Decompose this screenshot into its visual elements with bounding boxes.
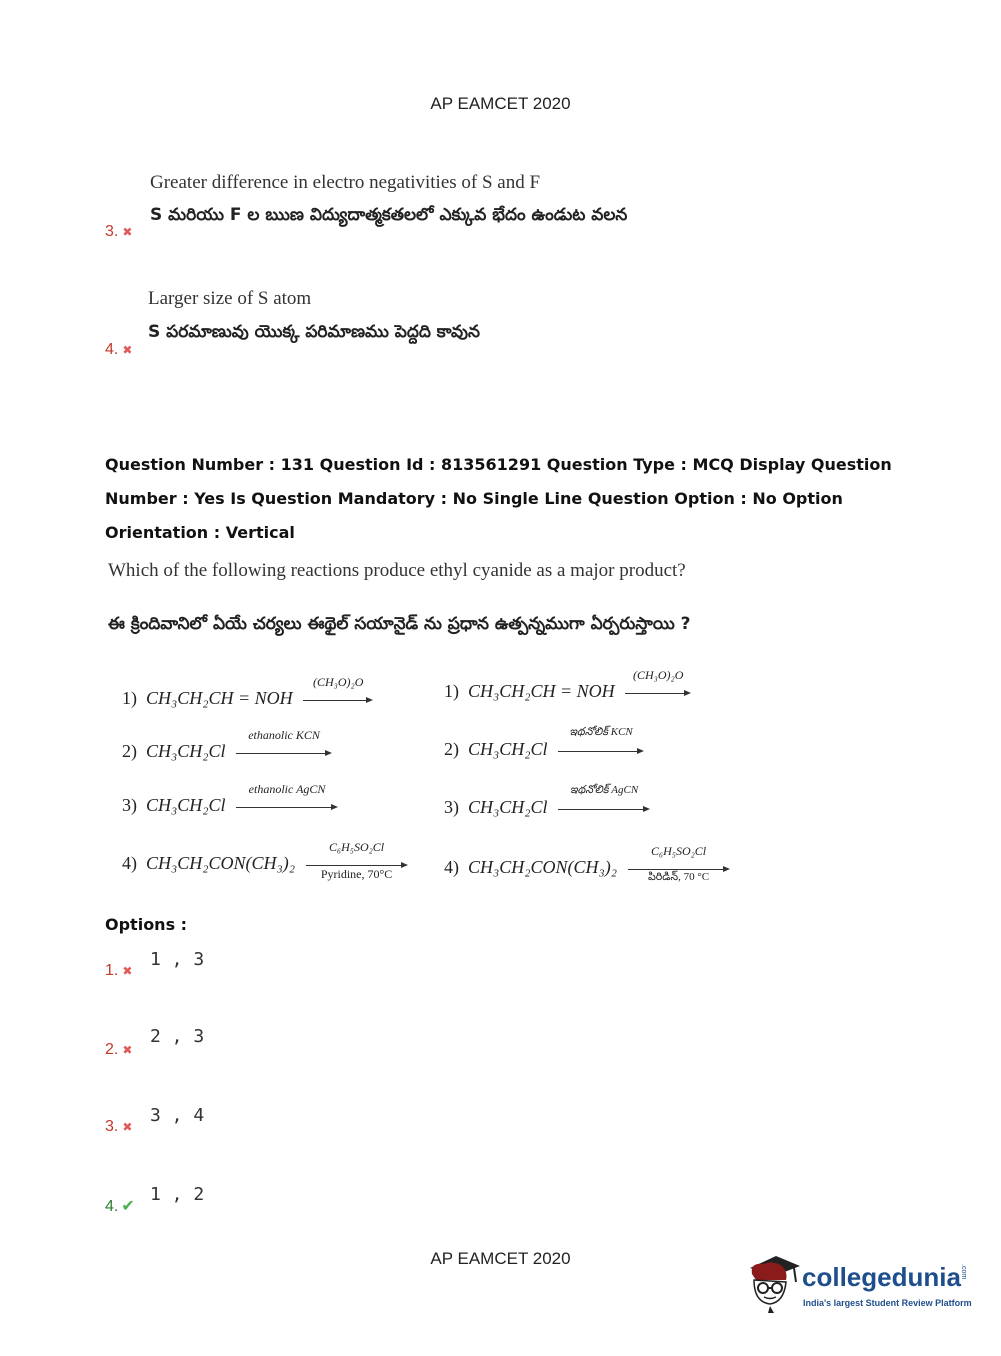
reaction-reagent: ethanolic KCN [248,727,320,742]
option-2[interactable] [105,1039,132,1059]
prev-option-3-number: 3. [105,223,119,240]
reaction-en-3 [122,781,338,816]
cross-icon: ✖ [122,964,133,978]
reaction-number: 2) [122,741,137,761]
cross-icon: ✖ [122,1120,133,1134]
reaction-arrow [306,839,408,881]
reaction-arrow [558,725,644,757]
reaction-number: 3) [444,797,459,817]
page-footer: AP EAMCET 2020 [430,1249,571,1268]
prev-option-4-marker [105,339,132,359]
reaction-reactant: CH₃CH₂CON(CH₃)₂ [146,853,296,873]
logo-name: collegedunia [802,1262,961,1292]
option-1[interactable] [105,960,132,980]
prev-option-4-number: 4. [105,341,119,358]
reaction-reactant: CH₃CH₂Cl [468,797,548,817]
collegedunia-logo [742,1250,972,1320]
option-3[interactable] [105,1116,132,1136]
reaction-number: 4) [122,853,137,873]
option-number: 1. [105,962,119,979]
option-4[interactable] [105,1196,135,1216]
options-label: Options : [105,915,188,934]
option-3-value: 3 , 4 [150,1105,205,1126]
logo-suffix: .com [960,1264,967,1280]
reaction-arrow [236,781,338,813]
reaction-reactant: CH₃CH₂Cl [146,741,226,761]
check-icon: ✔ [121,1196,135,1215]
logo-wordmark [802,1262,961,1293]
reaction-arrow [303,674,373,706]
option-1-value: 1 , 3 [150,949,205,970]
question-meta-line-2: Number : Yes Is Question Mandatory : No Single Line Question Option : No Option [105,489,843,508]
reaction-reagent: ethanolic AgCN [248,781,326,796]
reaction-reactant: CH₃CH₂Cl [468,739,548,759]
reaction-reactant: CH₃CH₂CH = NOH [146,688,293,708]
reaction-arrow [628,843,730,883]
prev-option-4-telugu: S పరమాణువు యొక్క పరిమాణము పెద్దది కావున [148,322,480,342]
reaction-number: 1) [122,688,137,708]
reaction-te-1 [444,667,691,702]
reaction-reagent: ఇథనోలిక్ KCN [569,725,633,738]
reaction-number: 1) [444,681,459,701]
reaction-te-2 [444,725,644,760]
reaction-number: 4) [444,857,459,877]
question-meta-line-1: Question Number : 131 Question Id : 813561291 Question Type : MCQ Display Question [105,455,892,474]
reaction-condition: Pyridine, 70°C [320,866,393,881]
option-number: 3. [105,1118,119,1135]
reaction-reactant: CH₃CH₂CON(CH₃)₂ [468,857,618,877]
reaction-arrow [558,783,650,815]
option-number: 2. [105,1041,119,1058]
prev-option-3-english: Greater difference in electro negativities of S and F [150,172,541,193]
question-text-english: Which of the following reactions produce ethyl cyanide as a major product? [108,560,686,581]
reaction-arrow [236,727,332,759]
prev-option-4-english: Larger size of S atom [148,288,312,309]
option-4-value: 1 , 2 [150,1184,205,1205]
logo-tagline: India's largest Student Review Platform [803,1298,972,1308]
cross-icon: ✖ [122,343,133,357]
reaction-en-4 [122,839,408,881]
cross-icon: ✖ [122,225,133,239]
question-meta [105,448,905,550]
question-text-telugu: ఈ క్రిందివానిలో ఏయే చర్యలు ఈథైల్ సయానైడ్ ను ప్రధాన ఉత్పన్నముగా ఏర్పరుస్తాయి ? [108,614,691,634]
page-header: AP EAMCET 2020 [430,94,571,113]
prev-option-3-marker [105,221,132,241]
reaction-reactant: CH₃CH₂CH = NOH [468,681,615,701]
prev-option-3-telugu: S మరియు F ల ఋణ విద్యుదాత్మకతలలో ఎక్కువ భేదం ఉండుట వలన [150,205,628,225]
reaction-reagent: C₆H₅SO₂Cl [328,839,385,854]
reaction-reagent: C₆H₅SO₂Cl [650,843,707,858]
reaction-reagent: (CH₃O)₂O [633,667,684,682]
option-number: 4. [105,1198,119,1215]
option-2-value: 2 , 3 [150,1026,205,1047]
reaction-reagent: (CH₃O)₂O [313,674,364,689]
student-mascot-icon [742,1250,804,1314]
reaction-reactant: CH₃CH₂Cl [146,795,226,815]
question-meta-line-3: Orientation : Vertical [105,523,295,542]
reaction-te-3 [444,783,650,818]
reaction-number: 3) [122,795,137,815]
reaction-en-2 [122,727,332,762]
reaction-te-4 [444,843,730,883]
reaction-condition: పిరిడిన్, 70 °C [647,870,710,883]
reaction-number: 2) [444,739,459,759]
reaction-en-1 [122,674,373,709]
cross-icon: ✖ [122,1043,133,1057]
reaction-arrow [625,667,691,699]
reaction-reagent: ఇథనోలిక్ AgCN [569,783,639,796]
